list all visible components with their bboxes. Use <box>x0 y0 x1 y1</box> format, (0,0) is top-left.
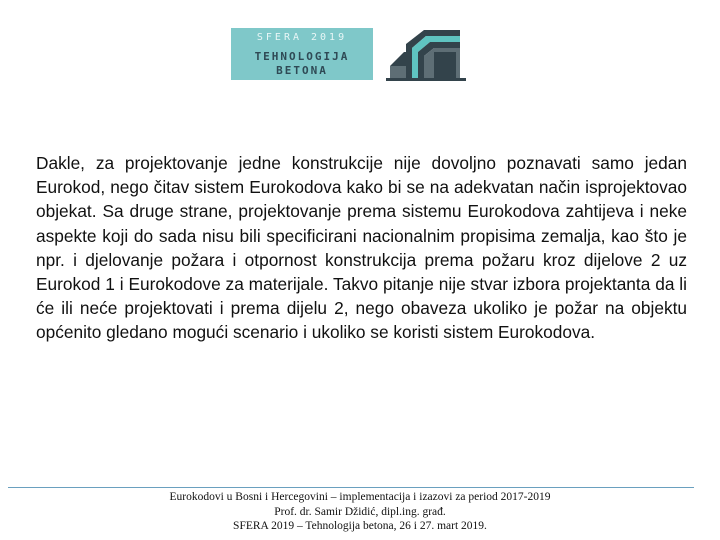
slide-footer <box>0 490 720 534</box>
body-paragraph: Dakle, za projektovanje jedne konstrukcije nije dovoljno poznavati samo jedan Eurokod, nego čitav sistem Eurokodova kako bi se na adekvatan način isprojektovao objekat. Sa druge strane, projektovanje prema sistemu Eurokodova zahtijeva i neke aspekte koji do sada nisu bili specificirani nacionalnim propisima zemalja, kao što je npr. i djelovanje požara i otpornost konstrukcija prema požaru kroz dijelove 2 uz Eurokod 1 i Eurokodove za materijale. Takvo pitanje nije stvar izbora projektanta da li će ili neće projektovati i prema dijelu 2, nego obaveza ukoliko je požar na objektu općenito gledano mogući scenario i ukoliko se koristi sistem Eurokodova. <box>36 153 687 343</box>
sfera-logo-panel <box>231 28 373 80</box>
footer-line-2: Prof. dr. Samir Džidić, dipl.ing. građ. <box>274 505 446 518</box>
logo-title: SFERA 2019 <box>256 32 348 43</box>
logo-subtitle-2: BETONA <box>276 64 328 77</box>
building-logo-icon <box>376 22 476 82</box>
logo-subtitle-1: TEHNOLOGIJA <box>254 50 350 63</box>
footer-divider <box>8 487 694 488</box>
footer-line-1: Eurokodovi u Bosni i Hercegovini – implementacija i izazovi za period 2017-2019 <box>169 491 551 503</box>
footer-line-3: SFERA 2019 – Tehnologija betona, 26 i 27. mart 2019. <box>233 520 487 532</box>
